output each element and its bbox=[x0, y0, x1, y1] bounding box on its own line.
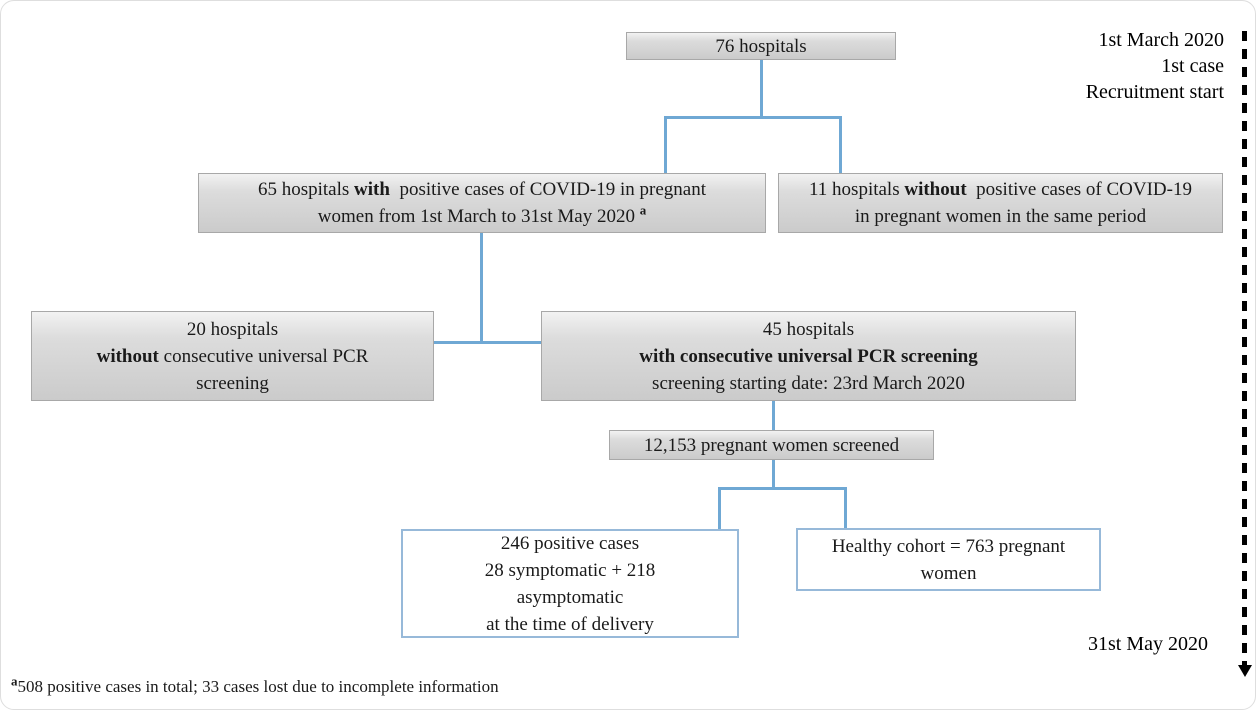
timeline-arrowhead-icon bbox=[1238, 665, 1252, 677]
node-hospitals-with-cases bbox=[198, 173, 766, 233]
node-total-hospitals-text: 76 hospitals bbox=[715, 36, 807, 57]
connector-withcases-down bbox=[480, 233, 483, 344]
node-without-pcr-screening bbox=[31, 311, 434, 401]
footnote-text: 508 positive cases in total; 33 cases lost due to incomplete information bbox=[17, 677, 499, 696]
recruitment-date-text: 1st March 2020 bbox=[1098, 29, 1224, 51]
node-text-segment: consecutive universal PCR bbox=[158, 345, 369, 367]
node-text-line bbox=[32, 343, 433, 370]
connector-to-without-cases bbox=[839, 116, 842, 173]
connector-level1-horizontal bbox=[664, 116, 842, 119]
recruitment-start-text: Recruitment start bbox=[1085, 81, 1224, 103]
node-text-segment: 65 hospitals bbox=[257, 179, 355, 200]
recruitment-end-label bbox=[1008, 631, 1208, 657]
node-text-line: in pregnant women in the same period bbox=[854, 206, 1147, 227]
node-text-segment-bold: with bbox=[354, 179, 390, 200]
first-case-text: 1st case bbox=[1161, 55, 1224, 77]
node-women-screened-text: 12,153 pregnant women screened bbox=[643, 435, 900, 456]
footnote-marker: a bbox=[639, 202, 647, 218]
node-text-line: 45 hospitals bbox=[762, 318, 855, 340]
node-text-segment-bold: without bbox=[96, 345, 159, 367]
node-healthy-cohort bbox=[796, 528, 1101, 591]
node-text-line: asymptomatic bbox=[516, 586, 624, 608]
node-text-line bbox=[199, 176, 765, 203]
node-with-pcr-screening bbox=[541, 311, 1076, 401]
node-text-segment: positive cases of COVID-19 in pregnant bbox=[389, 179, 707, 200]
recruitment-start-label bbox=[984, 27, 1224, 105]
node-women-screened bbox=[609, 430, 934, 460]
node-text-line-bold: with consecutive universal PCR screening bbox=[639, 345, 978, 367]
node-text-line: screening bbox=[196, 372, 269, 394]
node-text-line bbox=[779, 176, 1222, 203]
connector-level2-horizontal bbox=[434, 341, 544, 344]
connector-to-with-cases bbox=[664, 116, 667, 173]
node-text-segment: 11 hospitals bbox=[809, 179, 905, 200]
node-text-line: at the time of delivery bbox=[486, 613, 654, 635]
connector-to-healthy bbox=[844, 487, 847, 528]
node-text-line: women bbox=[920, 562, 977, 584]
node-total-hospitals bbox=[626, 32, 896, 60]
footnote bbox=[11, 673, 499, 697]
connector-total-down bbox=[760, 60, 763, 118]
node-text-segment-bold: without bbox=[904, 179, 967, 200]
node-text-line: Healthy cohort = 763 pregnant bbox=[831, 535, 1066, 557]
connector-screened-down bbox=[772, 460, 775, 487]
timeline-dashed-line bbox=[1242, 31, 1247, 667]
node-text-line: 28 symptomatic + 218 bbox=[484, 559, 656, 581]
node-positive-cases bbox=[401, 529, 739, 638]
node-text-segment: positive cases of COVID-19 bbox=[966, 179, 1192, 200]
node-text-line bbox=[199, 203, 765, 230]
connector-to-positive bbox=[718, 487, 721, 529]
node-hospitals-without-cases bbox=[778, 173, 1223, 233]
footnote-marker: a bbox=[11, 673, 18, 689]
connector-screening-down bbox=[772, 401, 775, 430]
node-text-line: 20 hospitals bbox=[186, 318, 279, 340]
recruitment-end-text: 31st May 2020 bbox=[1088, 633, 1208, 655]
connector-level3-horizontal bbox=[718, 487, 847, 490]
node-text-segment: women from 1st March to 31st May 2020 bbox=[317, 206, 640, 227]
node-text-line: screening starting date: 23rd March 2020 bbox=[652, 372, 965, 394]
node-text-line: 246 positive cases bbox=[500, 532, 640, 554]
